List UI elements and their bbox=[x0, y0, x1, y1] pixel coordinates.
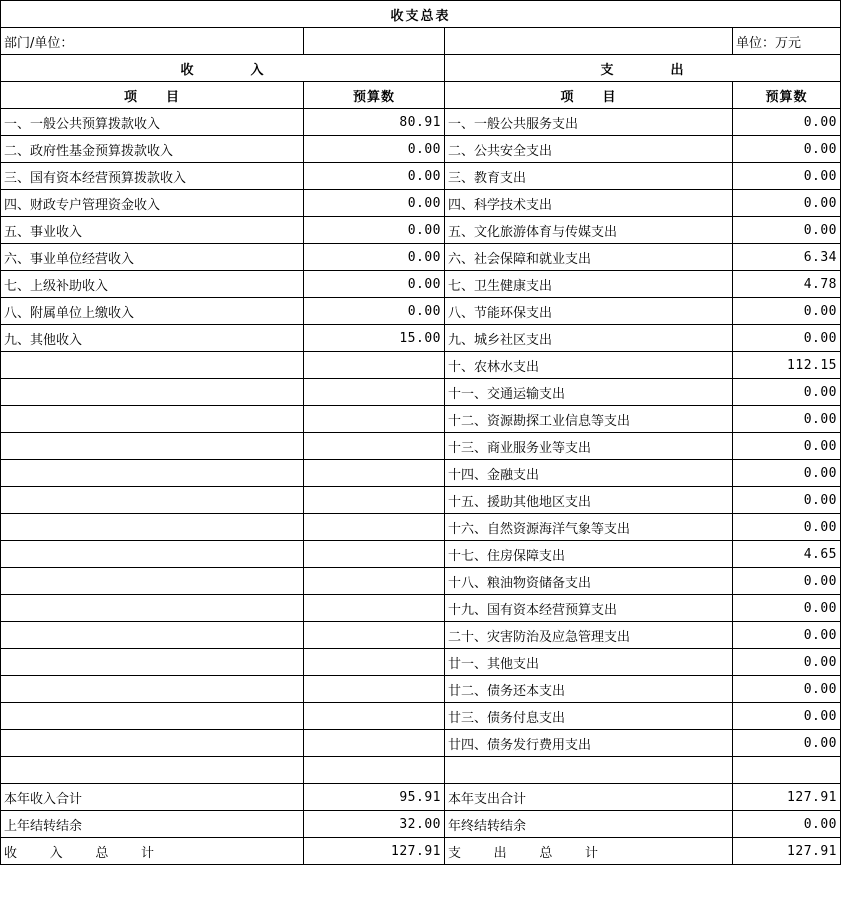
expense-grand-label-text bbox=[448, 842, 598, 861]
table-row bbox=[1, 298, 841, 325]
expense-item-label: 十七、住房保障支出 bbox=[445, 541, 733, 568]
table-row bbox=[1, 622, 841, 649]
income-item-label: 九、其他收入 bbox=[1, 325, 304, 352]
expense-item-value: 0.00 bbox=[733, 703, 841, 730]
table-row bbox=[1, 163, 841, 190]
income-item-value bbox=[304, 676, 445, 703]
expense-item-value: 0.00 bbox=[733, 325, 841, 352]
income-grand-label bbox=[1, 838, 304, 865]
expense-item-label: 二、公共安全支出 bbox=[445, 136, 733, 163]
expense-budget-header: 预算数 bbox=[733, 82, 841, 109]
expense-total-label: 年终结转结余 bbox=[445, 811, 733, 838]
income-item-label bbox=[1, 703, 304, 730]
income-item-label bbox=[1, 379, 304, 406]
unit-label: 单位：万元 bbox=[733, 28, 841, 55]
expense-item-label: 十三、商业服务业等支出 bbox=[445, 433, 733, 460]
dept-label: 部门/单位： bbox=[1, 28, 304, 55]
table-row bbox=[1, 190, 841, 217]
title-row bbox=[1, 1, 841, 28]
expense-item-label: 十五、援助其他地区支出 bbox=[445, 487, 733, 514]
income-item-value: 0.00 bbox=[304, 190, 445, 217]
income-item-value bbox=[304, 730, 445, 757]
income-item-label bbox=[1, 433, 304, 460]
expense-item-value: 0.00 bbox=[733, 487, 841, 514]
expense-item-label: 一、一般公共服务支出 bbox=[445, 109, 733, 136]
expense-item-value: 0.00 bbox=[733, 109, 841, 136]
expense-grand-label-char: 总 bbox=[539, 845, 553, 861]
expense-item-label bbox=[445, 757, 733, 784]
table-row bbox=[1, 568, 841, 595]
expense-item-header: 项 目 bbox=[445, 82, 733, 109]
expense-item-label: 二十、灾害防治及应急管理支出 bbox=[445, 622, 733, 649]
table-row bbox=[1, 271, 841, 298]
table-row bbox=[1, 406, 841, 433]
income-grand-label-char: 总 bbox=[95, 845, 109, 861]
income-item-value bbox=[304, 487, 445, 514]
expense-item-value: 0.00 bbox=[733, 460, 841, 487]
income-item-value: 0.00 bbox=[304, 136, 445, 163]
expense-item-value: 0.00 bbox=[733, 622, 841, 649]
expense-item-value: 0.00 bbox=[733, 730, 841, 757]
income-item-value bbox=[304, 406, 445, 433]
expense-item-label: 六、社会保障和就业支出 bbox=[445, 244, 733, 271]
income-item-value bbox=[304, 703, 445, 730]
expense-grand-label-char: 出 bbox=[493, 845, 507, 861]
expense-item-value: 112.15 bbox=[733, 352, 841, 379]
section-header-row bbox=[1, 55, 841, 82]
dept-value-cell[interactable] bbox=[304, 28, 445, 55]
expense-item-label: 十、农林水支出 bbox=[445, 352, 733, 379]
income-item-label bbox=[1, 514, 304, 541]
income-item-value: 0.00 bbox=[304, 298, 445, 325]
table-row bbox=[1, 676, 841, 703]
expense-item-value: 0.00 bbox=[733, 379, 841, 406]
expense-item-value: 0.00 bbox=[733, 649, 841, 676]
income-item-label bbox=[1, 595, 304, 622]
table-row bbox=[1, 541, 841, 568]
table-row bbox=[1, 433, 841, 460]
income-item-label: 四、财政专户管理资金收入 bbox=[1, 190, 304, 217]
expense-item-label: 十四、金融支出 bbox=[445, 460, 733, 487]
meta-blank-cell bbox=[445, 28, 733, 55]
income-item-value: 80.91 bbox=[304, 109, 445, 136]
income-item-label bbox=[1, 406, 304, 433]
income-total-label: 上年结转结余 bbox=[1, 811, 304, 838]
expense-item-label: 十八、粮油物资储备支出 bbox=[445, 568, 733, 595]
expense-item-value: 0.00 bbox=[733, 595, 841, 622]
expense-total-value: 127.91 bbox=[733, 784, 841, 811]
expense-item-value: 0.00 bbox=[733, 406, 841, 433]
expense-item-label: 十六、自然资源海洋气象等支出 bbox=[445, 514, 733, 541]
expense-item-label: 十九、国有资本经营预算支出 bbox=[445, 595, 733, 622]
income-item-value bbox=[304, 568, 445, 595]
expense-item-label: 十一、交通运输支出 bbox=[445, 379, 733, 406]
income-item-value: 0.00 bbox=[304, 163, 445, 190]
expense-item-value: 0.00 bbox=[733, 514, 841, 541]
table-row bbox=[1, 136, 841, 163]
expense-section-header: 支 出 bbox=[445, 55, 841, 82]
income-grand-label-char: 收 bbox=[4, 845, 18, 861]
expense-item-label: 十二、资源勘探工业信息等支出 bbox=[445, 406, 733, 433]
income-item-value: 0.00 bbox=[304, 244, 445, 271]
income-item-value bbox=[304, 595, 445, 622]
income-item-value bbox=[304, 622, 445, 649]
expense-item-value: 0.00 bbox=[733, 136, 841, 163]
expense-item-label: 八、节能环保支出 bbox=[445, 298, 733, 325]
table-body bbox=[1, 1, 841, 865]
income-item-label: 二、政府性基金预算拨款收入 bbox=[1, 136, 304, 163]
income-grand-label-char: 计 bbox=[140, 845, 154, 861]
expense-item-label: 廿四、债务发行费用支出 bbox=[445, 730, 733, 757]
income-item-label bbox=[1, 460, 304, 487]
income-item-label: 五、事业收入 bbox=[1, 217, 304, 244]
table-row bbox=[1, 757, 841, 784]
total-row bbox=[1, 811, 841, 838]
expense-item-value: 0.00 bbox=[733, 676, 841, 703]
table-row bbox=[1, 352, 841, 379]
income-total-value: 32.00 bbox=[304, 811, 445, 838]
expense-item-label: 三、教育支出 bbox=[445, 163, 733, 190]
expense-item-label: 廿三、债务付息支出 bbox=[445, 703, 733, 730]
income-item-label bbox=[1, 730, 304, 757]
income-item-label: 六、事业单位经营收入 bbox=[1, 244, 304, 271]
table-row bbox=[1, 703, 841, 730]
expense-grand-label-char: 计 bbox=[584, 845, 598, 861]
expense-item-label: 廿一、其他支出 bbox=[445, 649, 733, 676]
income-item-label bbox=[1, 487, 304, 514]
income-item-label bbox=[1, 568, 304, 595]
expense-item-value: 0.00 bbox=[733, 163, 841, 190]
table-row bbox=[1, 217, 841, 244]
expense-item-label: 九、城乡社区支出 bbox=[445, 325, 733, 352]
income-item-value bbox=[304, 352, 445, 379]
expense-grand-value: 127.91 bbox=[733, 838, 841, 865]
table-row bbox=[1, 460, 841, 487]
income-item-value bbox=[304, 757, 445, 784]
table-row bbox=[1, 514, 841, 541]
income-item-value bbox=[304, 541, 445, 568]
table-row bbox=[1, 487, 841, 514]
expense-item-value: 0.00 bbox=[733, 433, 841, 460]
table-row bbox=[1, 379, 841, 406]
total-row bbox=[1, 784, 841, 811]
income-item-label bbox=[1, 757, 304, 784]
expense-total-value: 0.00 bbox=[733, 811, 841, 838]
expense-item-value: 6.34 bbox=[733, 244, 841, 271]
income-item-value: 15.00 bbox=[304, 325, 445, 352]
income-grand-label-text bbox=[4, 842, 154, 861]
expense-item-value: 0.00 bbox=[733, 217, 841, 244]
income-item-header: 项 目 bbox=[1, 82, 304, 109]
expense-item-value: 0.00 bbox=[733, 298, 841, 325]
table-row bbox=[1, 109, 841, 136]
expense-item-value bbox=[733, 757, 841, 784]
income-item-label: 三、国有资本经营预算拨款收入 bbox=[1, 163, 304, 190]
income-item-label: 七、上级补助收入 bbox=[1, 271, 304, 298]
income-item-label bbox=[1, 352, 304, 379]
income-grand-label-char: 入 bbox=[49, 845, 63, 861]
expense-item-value: 4.78 bbox=[733, 271, 841, 298]
table-row bbox=[1, 649, 841, 676]
expense-grand-label-char: 支 bbox=[448, 845, 462, 861]
income-section-header: 收 入 bbox=[1, 55, 445, 82]
income-total-value: 95.91 bbox=[304, 784, 445, 811]
expense-item-label: 四、科学技术支出 bbox=[445, 190, 733, 217]
income-item-value: 0.00 bbox=[304, 217, 445, 244]
income-budget-header: 预算数 bbox=[304, 82, 445, 109]
expense-item-label: 廿二、债务还本支出 bbox=[445, 676, 733, 703]
income-item-label bbox=[1, 622, 304, 649]
income-item-label bbox=[1, 649, 304, 676]
grand-total-row bbox=[1, 838, 841, 865]
income-item-value bbox=[304, 379, 445, 406]
income-item-value: 0.00 bbox=[304, 271, 445, 298]
income-item-label bbox=[1, 676, 304, 703]
expense-item-label: 七、卫生健康支出 bbox=[445, 271, 733, 298]
column-header-row bbox=[1, 82, 841, 109]
income-item-value bbox=[304, 460, 445, 487]
page-title: 收支总表 bbox=[1, 1, 841, 28]
income-item-label: 一、一般公共预算拨款收入 bbox=[1, 109, 304, 136]
expense-item-label: 五、文化旅游体育与传媒支出 bbox=[445, 217, 733, 244]
expense-item-value: 0.00 bbox=[733, 190, 841, 217]
table-row bbox=[1, 730, 841, 757]
income-item-value bbox=[304, 433, 445, 460]
table-row bbox=[1, 244, 841, 271]
income-grand-value: 127.91 bbox=[304, 838, 445, 865]
income-item-label bbox=[1, 541, 304, 568]
meta-row bbox=[1, 28, 841, 55]
expense-total-label: 本年支出合计 bbox=[445, 784, 733, 811]
expense-item-value: 4.65 bbox=[733, 541, 841, 568]
income-item-label: 八、附属单位上缴收入 bbox=[1, 298, 304, 325]
income-item-value bbox=[304, 649, 445, 676]
expense-grand-label bbox=[445, 838, 733, 865]
expense-item-value: 0.00 bbox=[733, 568, 841, 595]
income-item-value bbox=[304, 514, 445, 541]
table-row bbox=[1, 325, 841, 352]
income-total-label: 本年收入合计 bbox=[1, 784, 304, 811]
table-row bbox=[1, 595, 841, 622]
